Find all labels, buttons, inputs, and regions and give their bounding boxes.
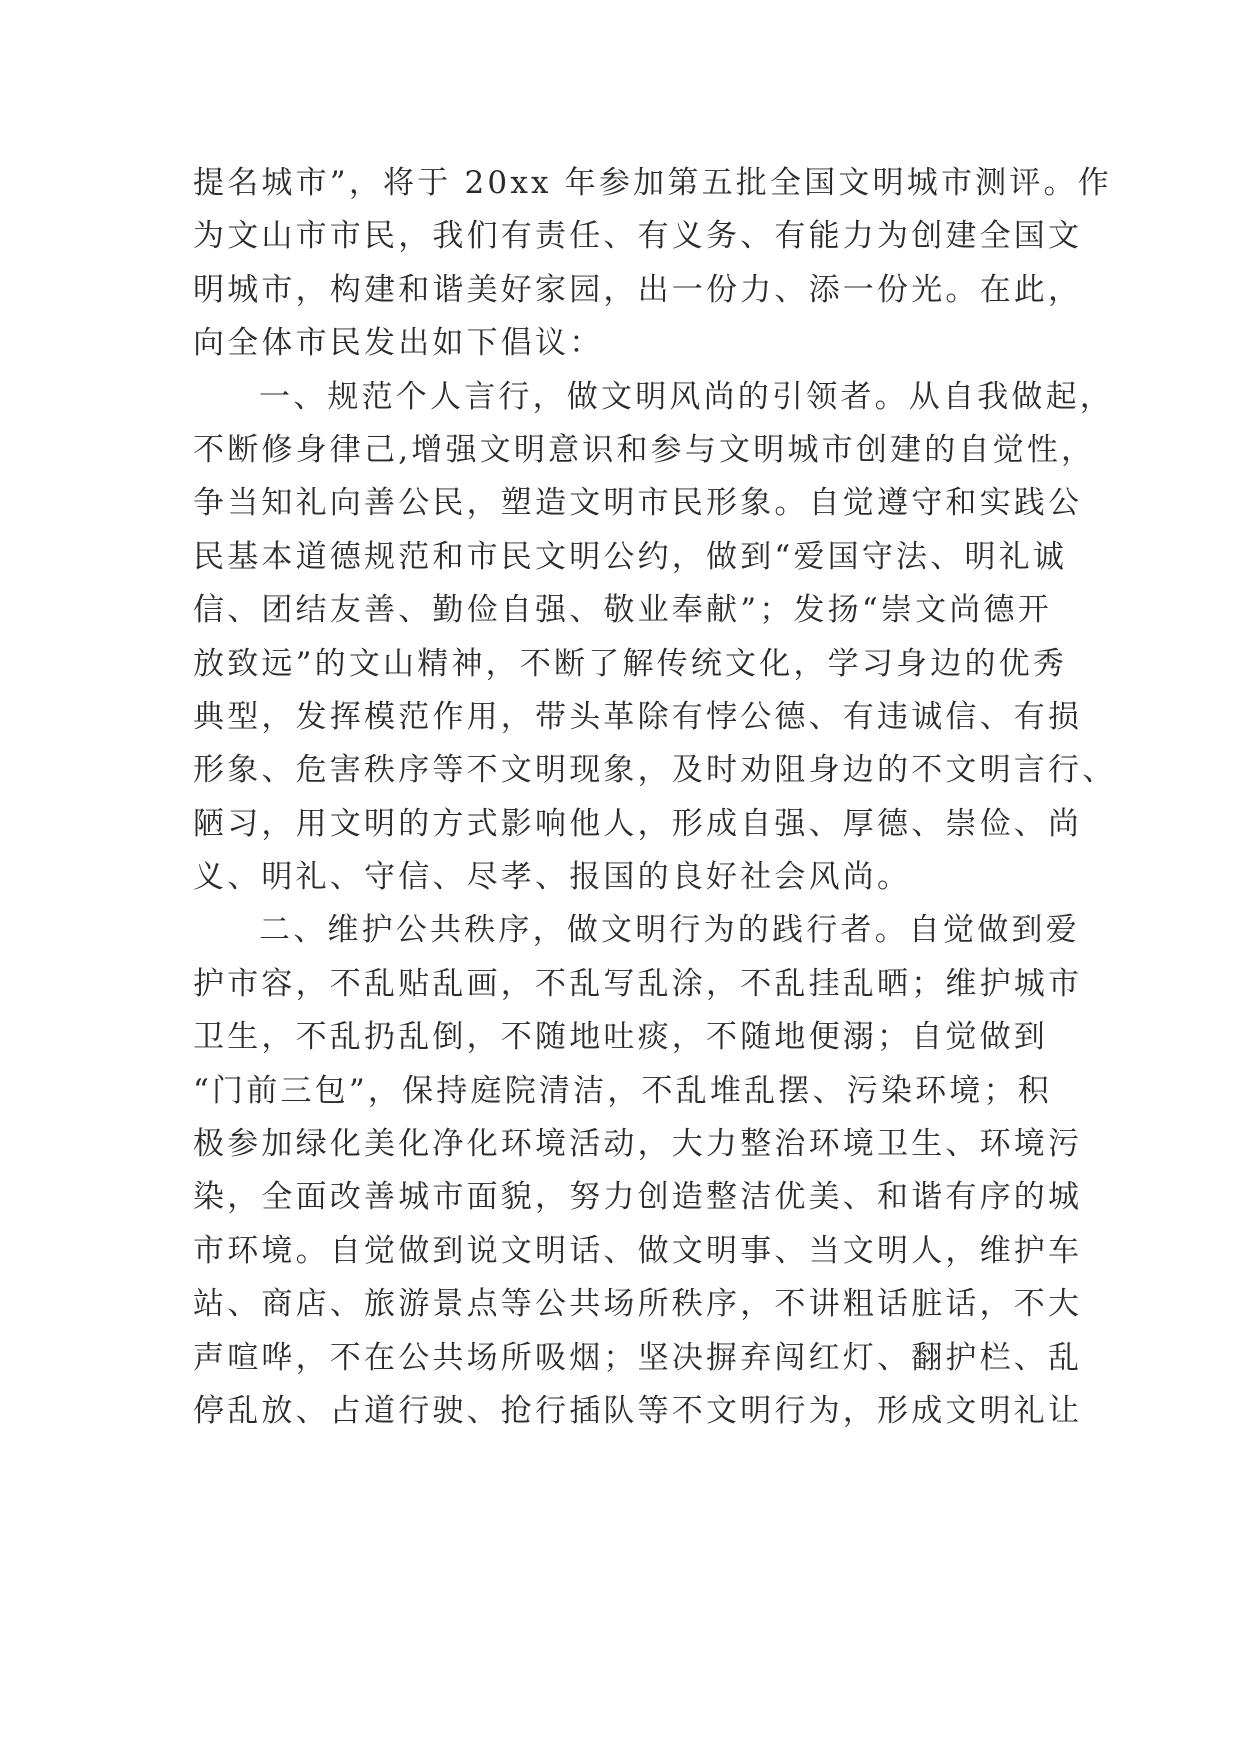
text-line: 卫生，不乱扔乱倒，不随地吐痰，不随地便溺；自觉做到 [193, 1019, 1048, 1056]
document-body [193, 157, 1117, 1438]
text-line: 向全体市民发出如下倡议： [193, 325, 604, 362]
paragraph-first-line: 一、规范个人言行，做文明风尚的引领者。从自我做起， [259, 378, 1114, 415]
text-line: 提名城市”，将于 20xx 年参加第五批全国文明城市测评。作 [193, 165, 1112, 201]
text-line: 争当知礼向善公民，塑造文明市民形象。自觉遵守和实践公 [193, 485, 1083, 522]
text-line: 护市容，不乱贴乱画，不乱写乱涂，不乱挂乱晒；维护城市 [193, 965, 1083, 1002]
text-line: 典型，发挥模范作用，带头革除有悖公德、有违诚信、有损 [193, 698, 1083, 735]
text-line: 站、商店、旅游景点等公共场所秩序，不讲粗话脏话，不大 [193, 1286, 1083, 1323]
text-line: “门前三包”，保持庭院清洁，不乱堆乱摆、污染环境；积 [193, 1072, 1052, 1109]
text-line: 民基本道德规范和市民文明公约，做到“爱国守法、明礼诚 [193, 538, 1068, 575]
text-line: 声喧哗，不在公共场所吸烟；坚决摒弃闯红灯、翻护栏、乱 [193, 1339, 1083, 1376]
text-line: 陋习，用文明的方式影响他人，形成自强、厚德、崇俭、尚 [193, 805, 1083, 842]
paragraph-first-line: 二、维护公共秩序，做文明行为的践行者。自觉做到爱 [259, 912, 1080, 949]
text-line: 停乱放、占道行驶、抢行插队等不文明行为，形成文明礼让 [193, 1392, 1083, 1429]
text-line: 形象、危害秩序等不文明现象，及时劝阻身边的不文明言行、 [193, 752, 1117, 789]
text-line: 染，全面改善城市面貌，努力创造整洁优美、和谐有序的城 [193, 1179, 1083, 1216]
text-line: 为文山市市民，我们有责任、有义务、有能力为创建全国文 [193, 218, 1083, 255]
text-line: 义、明礼、守信、尽孝、报国的良好社会风尚。 [193, 859, 912, 896]
text-line: 信、团结友善、勤俭自强、敬业奉献”；发扬“崇文尚德开 [193, 592, 1052, 629]
text-line: 明城市，构建和谐美好家园，出一份力、添一份光。在此， [193, 271, 1083, 308]
text-line: 极参加绿化美化净化环境活动，大力整治环境卫生、环境污 [193, 1126, 1083, 1163]
text-line: 不断修身律己,增强文明意识和参与文明城市创建的自觉性， [193, 431, 1096, 468]
text-line: 放致远”的文山精神，不断了解传统文化，学习身边的优秀 [193, 645, 1068, 682]
text-line: 市环境。自觉做到说文明话、做文明事、当文明人，维护车 [193, 1232, 1083, 1269]
